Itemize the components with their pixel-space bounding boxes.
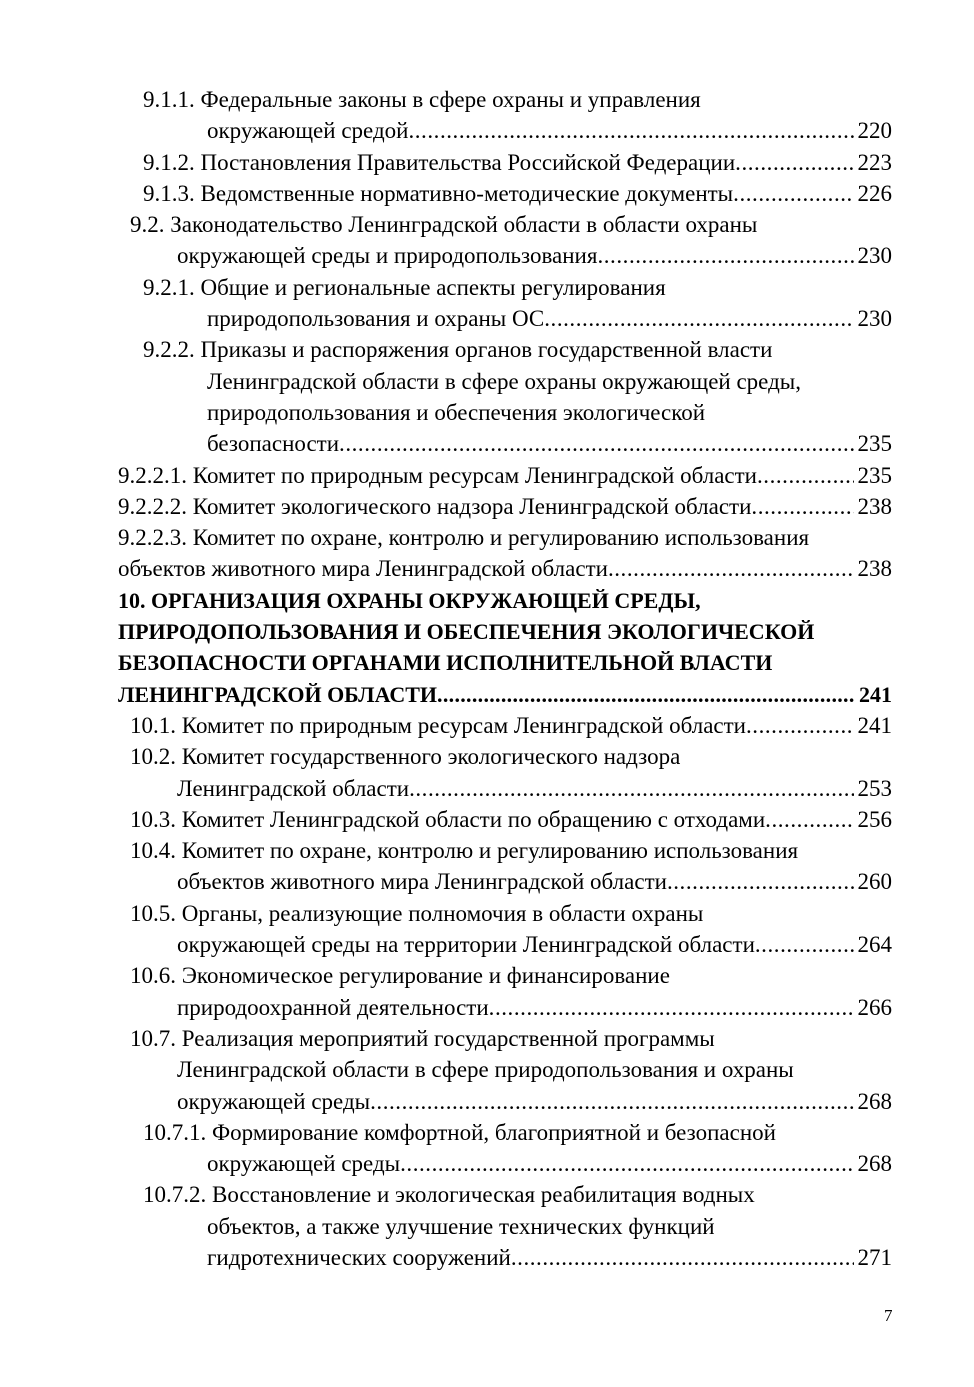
toc-entry-title: окружающей среды на территории Ленинградской области: [177, 932, 755, 958]
toc-leader-dots: [733, 178, 853, 209]
page-number: 7: [884, 1306, 893, 1325]
toc-line[interactable]: [118, 491, 892, 522]
toc-line: [0, 647, 974, 678]
toc-line: [0, 835, 974, 866]
toc-line[interactable]: [118, 460, 892, 491]
toc-line[interactable]: [130, 804, 892, 835]
toc-leader-dots: [597, 240, 853, 271]
toc-leader-dots: [751, 491, 853, 522]
toc-leader-dots: [408, 115, 853, 146]
toc-page-number: 235: [857, 462, 892, 488]
toc-line[interactable]: [130, 710, 892, 741]
toc-line: [0, 1117, 974, 1148]
toc-line: [0, 960, 974, 991]
toc-leader-dots: [755, 929, 854, 960]
toc-line: [0, 209, 974, 240]
toc-line[interactable]: [207, 428, 892, 459]
toc-entry-title: окружающей среды: [177, 1088, 371, 1114]
toc-line[interactable]: [177, 1086, 892, 1117]
toc-line: [0, 522, 974, 553]
toc-line: [0, 334, 974, 365]
toc-entry-title: окружающей средой: [207, 118, 409, 144]
toc-leader-dots: [608, 553, 854, 584]
toc-entry-title: 9.2.1. Общие и региональные аспекты регулирования: [143, 274, 666, 300]
toc-line[interactable]: [177, 929, 892, 960]
toc-entry-title: окружающей среды: [207, 1151, 401, 1177]
toc-entry-title: 9.2.2.3. Комитет по охране, контролю и регулированию использования: [118, 525, 810, 551]
toc-entry-title: Ленинградской области в сфере природопользования и охраны: [177, 1057, 794, 1083]
toc-page-number: 241: [859, 681, 892, 707]
toc-entry-title: природопользования и охраны ОС: [207, 306, 545, 332]
toc-entry-title: 9.2.2.2. Комитет экологического надзора Ленинградской области: [118, 493, 752, 519]
toc-page-number: 230: [857, 243, 892, 269]
toc-entry-title: 9.2.2. Приказы и распоряжения органов государственной власти: [143, 337, 773, 363]
toc-entry-title: 10.2. Комитет государственного экологического надзора: [130, 744, 681, 770]
toc-entry-title: Ленинградской области в сфере охраны окружающей среды,: [207, 368, 801, 394]
toc-page-number: 268: [857, 1151, 892, 1177]
toc-entry-title: объектов животного мира Ленинградской области: [177, 869, 667, 895]
toc-line[interactable]: [177, 866, 892, 897]
toc-line[interactable]: [143, 147, 892, 178]
toc-leader-dots: [667, 866, 854, 897]
toc-entry-title: природоохранной деятельности: [177, 994, 489, 1020]
table-of-contents: [0, 84, 974, 1273]
toc-line: [0, 741, 974, 772]
toc-line: [0, 1054, 974, 1085]
toc-leader-dots: [409, 773, 853, 804]
toc-line[interactable]: [207, 1242, 892, 1273]
toc-page-number: 220: [857, 118, 892, 144]
toc-leader-dots: [746, 710, 854, 741]
toc-entry-title: 9.1.1. Федеральные законы в сфере охраны и управления: [143, 87, 701, 112]
toc-line[interactable]: [118, 553, 892, 584]
toc-page-number: 264: [857, 932, 892, 958]
toc-line: [0, 397, 974, 428]
toc-entry-title: ПРИРОДОПОЛЬЗОВАНИЯ И ОБЕСПЕЧЕНИЯ ЭКОЛОГИЧЕСКОЙ: [118, 619, 815, 645]
toc-line: [0, 1211, 974, 1242]
toc-page-number: 238: [857, 556, 892, 582]
toc-page-number: 256: [857, 806, 892, 832]
toc-line[interactable]: [118, 679, 892, 710]
toc-page-number: 241: [857, 712, 892, 738]
toc-leader-dots: [339, 428, 853, 459]
toc-entry-title: 10.7.2. Восстановление и экологическая реабилитация водных: [143, 1182, 755, 1208]
toc-line[interactable]: [177, 992, 892, 1023]
toc-page-number: 226: [857, 180, 892, 206]
toc-leader-dots: [370, 1086, 853, 1117]
toc-entry-title: ЛЕНИНГРАДСКОЙ ОБЛАСТИ: [118, 681, 438, 707]
toc-page-number: 235: [857, 431, 892, 457]
toc-entry-title: 10. ОРГАНИЗАЦИЯ ОХРАНЫ ОКРУЖАЮЩЕЙ СРЕДЫ,: [118, 587, 701, 613]
toc-leader-dots: [437, 679, 855, 710]
toc-page-number: 266: [857, 994, 892, 1020]
toc-leader-dots: [489, 992, 854, 1023]
toc-page-number: 268: [857, 1088, 892, 1114]
toc-entry-title: объектов животного мира Ленинградской области: [118, 556, 608, 582]
toc-entry-title: гидротехнических сооружений: [207, 1244, 511, 1270]
toc-line[interactable]: [143, 178, 892, 209]
toc-entry-title: БЕЗОПАСНОСТИ ОРГАНАМИ ИСПОЛНИТЕЛЬНОЙ ВЛАСТИ: [118, 650, 773, 676]
toc-entry-title: 10.5. Органы, реализующие полномочия в области охраны: [130, 900, 704, 926]
toc-entry-title: безопасности: [207, 431, 340, 457]
toc-leader-dots: [511, 1242, 854, 1273]
toc-entry-title: 9.2. Законодательство Ленинградской области в области охраны: [130, 212, 758, 238]
toc-leader-dots: [735, 147, 853, 178]
toc-line[interactable]: [177, 773, 892, 804]
toc-page-number: 230: [857, 306, 892, 332]
toc-entry-title: объектов, а также улучшение технических функций: [207, 1213, 715, 1239]
toc-entry-title: 10.6. Экономическое регулирование и финансирование: [130, 963, 670, 989]
toc-line: [0, 585, 974, 616]
toc-entry-title: 10.3. Комитет Ленинградской области по обращению с отходами: [130, 806, 766, 832]
toc-page-number: 223: [857, 149, 892, 175]
toc-line[interactable]: [207, 1148, 892, 1179]
toc-line: [0, 1179, 974, 1210]
toc-leader-dots: [757, 460, 854, 491]
toc-line: [0, 616, 974, 647]
toc-entry-title: 9.2.2.1. Комитет по природным ресурсам Ленинградской области: [118, 462, 757, 488]
toc-entry-title: окружающей среды и природопользования: [177, 243, 598, 269]
toc-page-number: 260: [857, 869, 892, 895]
toc-entry-title: 9.1.3. Ведомственные нормативно-методические документы: [143, 180, 734, 206]
toc-leader-dots: [765, 804, 853, 835]
toc-page-number: 238: [857, 493, 892, 519]
toc-leader-dots: [400, 1148, 853, 1179]
toc-line[interactable]: [177, 240, 892, 271]
toc-page-number: 253: [857, 775, 892, 801]
toc-line[interactable]: [207, 115, 892, 146]
toc-entry-title: Ленинградской области: [177, 775, 410, 801]
toc-entry-title: 9.1.2. Постановления Правительства Российской Федерации: [143, 149, 736, 175]
toc-line[interactable]: [207, 303, 892, 334]
toc-line: [0, 898, 974, 929]
toc-entry-title: 10.1. Комитет по природным ресурсам Ленинградской области: [130, 712, 746, 738]
toc-line: [0, 1023, 974, 1054]
toc-entry-title: 10.7.1. Формирование комфортной, благоприятной и безопасной: [143, 1119, 776, 1145]
toc-line: [0, 84, 974, 115]
toc-line: [0, 366, 974, 397]
toc-entry-title: 10.4. Комитет по охране, контролю и регулированию использования: [130, 838, 799, 864]
toc-entry-title: природопользования и обеспечения экологической: [207, 399, 706, 425]
toc-line: [0, 272, 974, 303]
toc-leader-dots: [544, 303, 853, 334]
toc-entry-title: 10.7. Реализация мероприятий государственной программы: [130, 1025, 715, 1051]
toc-page-number: 271: [857, 1244, 892, 1270]
